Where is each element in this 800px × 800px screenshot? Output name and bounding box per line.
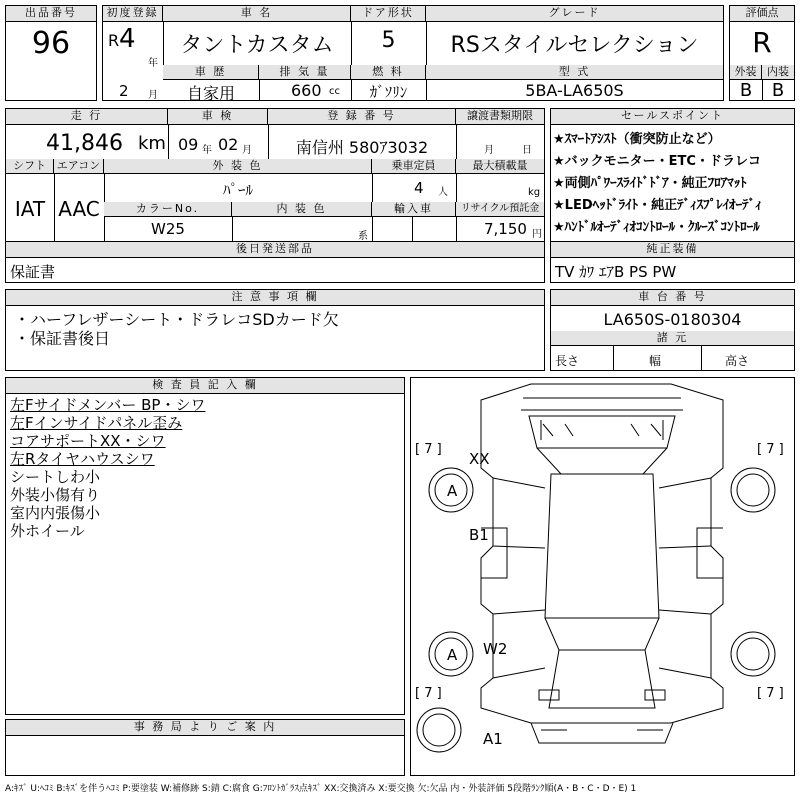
lot-number-box bbox=[5, 5, 97, 101]
plate-header: 登 録 番 号 bbox=[268, 109, 456, 125]
tailgate bbox=[549, 650, 655, 708]
sales-points-list bbox=[553, 129, 762, 239]
aircon-value: AAC bbox=[58, 197, 100, 221]
damage-mark-w2: W2 bbox=[483, 640, 508, 658]
equipment-value: TV ｶﾜ ｴｱB PS PW bbox=[555, 263, 677, 281]
aircon-header: エアコン bbox=[54, 159, 104, 174]
color-value: ﾊﾟｰﾙ bbox=[222, 181, 253, 199]
hood bbox=[529, 416, 675, 448]
first-reg-header: 初度登録 bbox=[103, 6, 163, 22]
inspector-item: シートしわ小 bbox=[10, 468, 101, 486]
inspector-item: 外装小傷有り bbox=[10, 486, 101, 504]
car-diagram bbox=[410, 377, 795, 776]
door-count: 5 bbox=[381, 28, 396, 53]
recycle-unit: 円 bbox=[532, 229, 542, 240]
inspector-item: 外ホイール bbox=[10, 522, 85, 540]
transfer-month: 月 bbox=[484, 145, 494, 156]
notes-list bbox=[14, 310, 339, 348]
history-value: 自家用 bbox=[186, 84, 235, 103]
color-no-header: カラーNo. bbox=[104, 202, 232, 217]
displacement-unit: cc bbox=[329, 86, 340, 97]
interior-color-header: 内 装 色 bbox=[232, 202, 372, 217]
inspector-box bbox=[5, 377, 405, 715]
max-load-header: 最大積載量 bbox=[456, 159, 544, 174]
note-item: ・保証書後日 bbox=[14, 329, 111, 348]
tread-front-right: [ 7 ] bbox=[757, 442, 784, 457]
score-header: 評価点 bbox=[730, 6, 794, 22]
legend-text: A:ｷｽﾞ U:ﾍｺﾐ B:ｷｽﾞを伴うﾍｺﾐ P:要塗装 W:補修跡 S:錆 C:腐食 G:ﾌﾛﾝﾄｶﾞﾗｽ点ｷｽﾞ XX:交換済み X:要交換 欠:欠品 内・外装評価 5段階ﾗﾝｸ順(A・B・C・D・E) 1 bbox=[5, 784, 637, 794]
tread-rear-right: [ 7 ] bbox=[757, 686, 784, 701]
rear-bumper bbox=[531, 723, 673, 743]
mileage-unit: km bbox=[138, 133, 166, 154]
score-value: R bbox=[752, 26, 772, 59]
damage-mark-a-rear: A bbox=[447, 646, 458, 664]
interior-color-unit: 系 bbox=[358, 231, 368, 242]
equipment-header: 純正装備 bbox=[551, 242, 794, 258]
body-outline bbox=[481, 384, 723, 723]
chassis-number: LA650S-0180304 bbox=[603, 310, 742, 329]
history-header: 車 歴 bbox=[163, 65, 259, 80]
lot-number: 96 bbox=[31, 26, 71, 61]
windshield bbox=[537, 448, 667, 474]
transfer-day: 日 bbox=[522, 145, 532, 156]
shift-value: IAT bbox=[14, 197, 46, 221]
inspector-item: 左Rタイヤハウスシワ bbox=[10, 450, 155, 468]
recycle-header: リサイクル預託金 bbox=[456, 202, 544, 217]
fuel-value: ｶﾞｿﾘﾝ bbox=[369, 83, 408, 101]
interior-grade: B bbox=[771, 80, 785, 101]
fuel-header: 燃 料 bbox=[351, 65, 426, 80]
notes-box bbox=[5, 289, 545, 371]
car-diagram-svg bbox=[411, 378, 794, 775]
import-header: 輸入車 bbox=[372, 202, 456, 217]
vehicle-info-middle bbox=[5, 108, 545, 242]
inspection-year: 09 bbox=[178, 135, 199, 154]
capacity-header: 乗車定員 bbox=[372, 159, 456, 174]
chassis-header: 車 台 番 号 bbox=[551, 290, 794, 306]
length-label: 長さ bbox=[555, 354, 580, 368]
year-unit: 年 bbox=[148, 58, 158, 69]
first-reg-year: 4 bbox=[119, 24, 136, 54]
inspector-header: 検 査 員 記 入 欄 bbox=[6, 378, 404, 394]
damage-mark-b1: B1 bbox=[469, 526, 489, 544]
sales-points-box bbox=[550, 108, 795, 242]
color-header: 外 装 色 bbox=[104, 159, 372, 174]
inspector-list bbox=[10, 396, 205, 540]
mileage-value: 41,846 bbox=[46, 131, 123, 156]
damage-mark-xx: XX bbox=[469, 450, 490, 468]
sales-point-item: ★LEDﾍｯﾄﾞﾗｲﾄ・純正ﾃﾞｨｽﾌﾟﾚｲｵｰﾃﾞｨ bbox=[553, 198, 762, 213]
grade-header: グレード bbox=[426, 6, 723, 22]
later-parts-header: 後日発送部品 bbox=[6, 242, 544, 258]
inspector-item: 室内内張傷小 bbox=[10, 504, 101, 522]
plate-number: 南信州 580ｱ3032 bbox=[295, 138, 429, 157]
notes-header: 注 意 事 項 欄 bbox=[6, 290, 544, 306]
first-reg-month: 2 bbox=[119, 82, 129, 100]
sales-point-item: ★ｽﾏｰﾄｱｼｽﾄ（衝突防止など） bbox=[553, 132, 721, 147]
height-label: 高さ bbox=[725, 354, 750, 368]
vehicle-info-top bbox=[102, 5, 724, 101]
mileage-header: 走 行 bbox=[6, 109, 168, 125]
sales-point-item: ★バックモニター・ETC・ドラレコ bbox=[553, 154, 761, 169]
inspector-item: コアサポートXX・シワ bbox=[10, 432, 166, 450]
sales-point-item: ★ﾊﾝﾄﾞﾙｵｰﾃﾞｨｵｺﾝﾄﾛｰﾙ・ｸﾙｰｽﾞｺﾝﾄﾛｰﾙ bbox=[553, 220, 760, 235]
wheel-front-right bbox=[731, 468, 775, 512]
note-item: ・ハーフレザーシート・ドラレコSDカード欠 bbox=[14, 310, 339, 329]
dims-header: 諸 元 bbox=[551, 331, 794, 346]
roof bbox=[545, 474, 659, 618]
grade-name: RSスタイルセレクション bbox=[450, 33, 699, 58]
interior-grade-header: 内装 bbox=[762, 65, 794, 80]
later-parts-box bbox=[5, 241, 545, 283]
sales-points-header: セールスポイント bbox=[551, 109, 794, 125]
chassis-box bbox=[550, 289, 795, 371]
rear-window bbox=[545, 618, 659, 650]
shift-header: シフト bbox=[6, 159, 54, 174]
car-name: タントカスタム bbox=[180, 33, 334, 58]
office-header: 事 務 局 よ り ご 案 内 bbox=[6, 720, 404, 736]
inspection-month-unit: 月 bbox=[242, 145, 252, 156]
equipment-box bbox=[550, 241, 795, 283]
capacity-value: 4 bbox=[414, 179, 424, 197]
displacement-header: 排 気 量 bbox=[259, 65, 351, 80]
transfer-header: 譲渡書類期限 bbox=[456, 109, 544, 125]
month-unit: 月 bbox=[148, 90, 158, 101]
wheel-rear-right bbox=[731, 632, 775, 676]
damage-mark-a-front: A bbox=[447, 482, 458, 500]
score-box bbox=[729, 5, 795, 101]
lot-number-header: 出品番号 bbox=[6, 6, 96, 22]
door-header: ドア形状 bbox=[351, 6, 426, 22]
inspector-item: 左Fサイドメンバー BP・シワ bbox=[10, 396, 206, 414]
load-unit: kg bbox=[528, 187, 541, 198]
car-name-header: 車 名 bbox=[163, 6, 351, 22]
tread-rear-left: [ 7 ] bbox=[415, 686, 442, 701]
width-label: 幅 bbox=[649, 354, 662, 368]
capacity-unit: 人 bbox=[438, 187, 448, 198]
exterior-grade-header: 外装 bbox=[730, 65, 762, 80]
inspection-year-unit: 年 bbox=[202, 145, 212, 156]
exterior-grade: B bbox=[739, 80, 753, 101]
later-parts-value: 保証書 bbox=[10, 263, 56, 281]
spare-tire bbox=[417, 708, 461, 752]
model-code-header: 型 式 bbox=[426, 65, 723, 80]
model-code: 5BA-LA650S bbox=[525, 81, 624, 100]
office-box bbox=[5, 719, 405, 776]
recycle-value: 7,150 bbox=[484, 220, 527, 238]
damage-mark-a1: A1 bbox=[483, 730, 503, 748]
displacement-value: 660 bbox=[291, 81, 322, 100]
tread-front-left: [ 7 ] bbox=[415, 442, 442, 457]
color-number: W25 bbox=[151, 220, 185, 238]
sales-point-item: ★両側ﾊﾟﾜｰｽﾗｲﾄﾞﾄﾞｱ・純正ﾌﾛｱﾏｯﾄ bbox=[553, 176, 747, 191]
inspection-header: 車 検 bbox=[168, 109, 268, 125]
era-label: R bbox=[108, 31, 120, 50]
inspector-item: 左Fインサイドパネル歪み bbox=[10, 414, 183, 432]
inspection-month: 02 bbox=[218, 135, 239, 154]
